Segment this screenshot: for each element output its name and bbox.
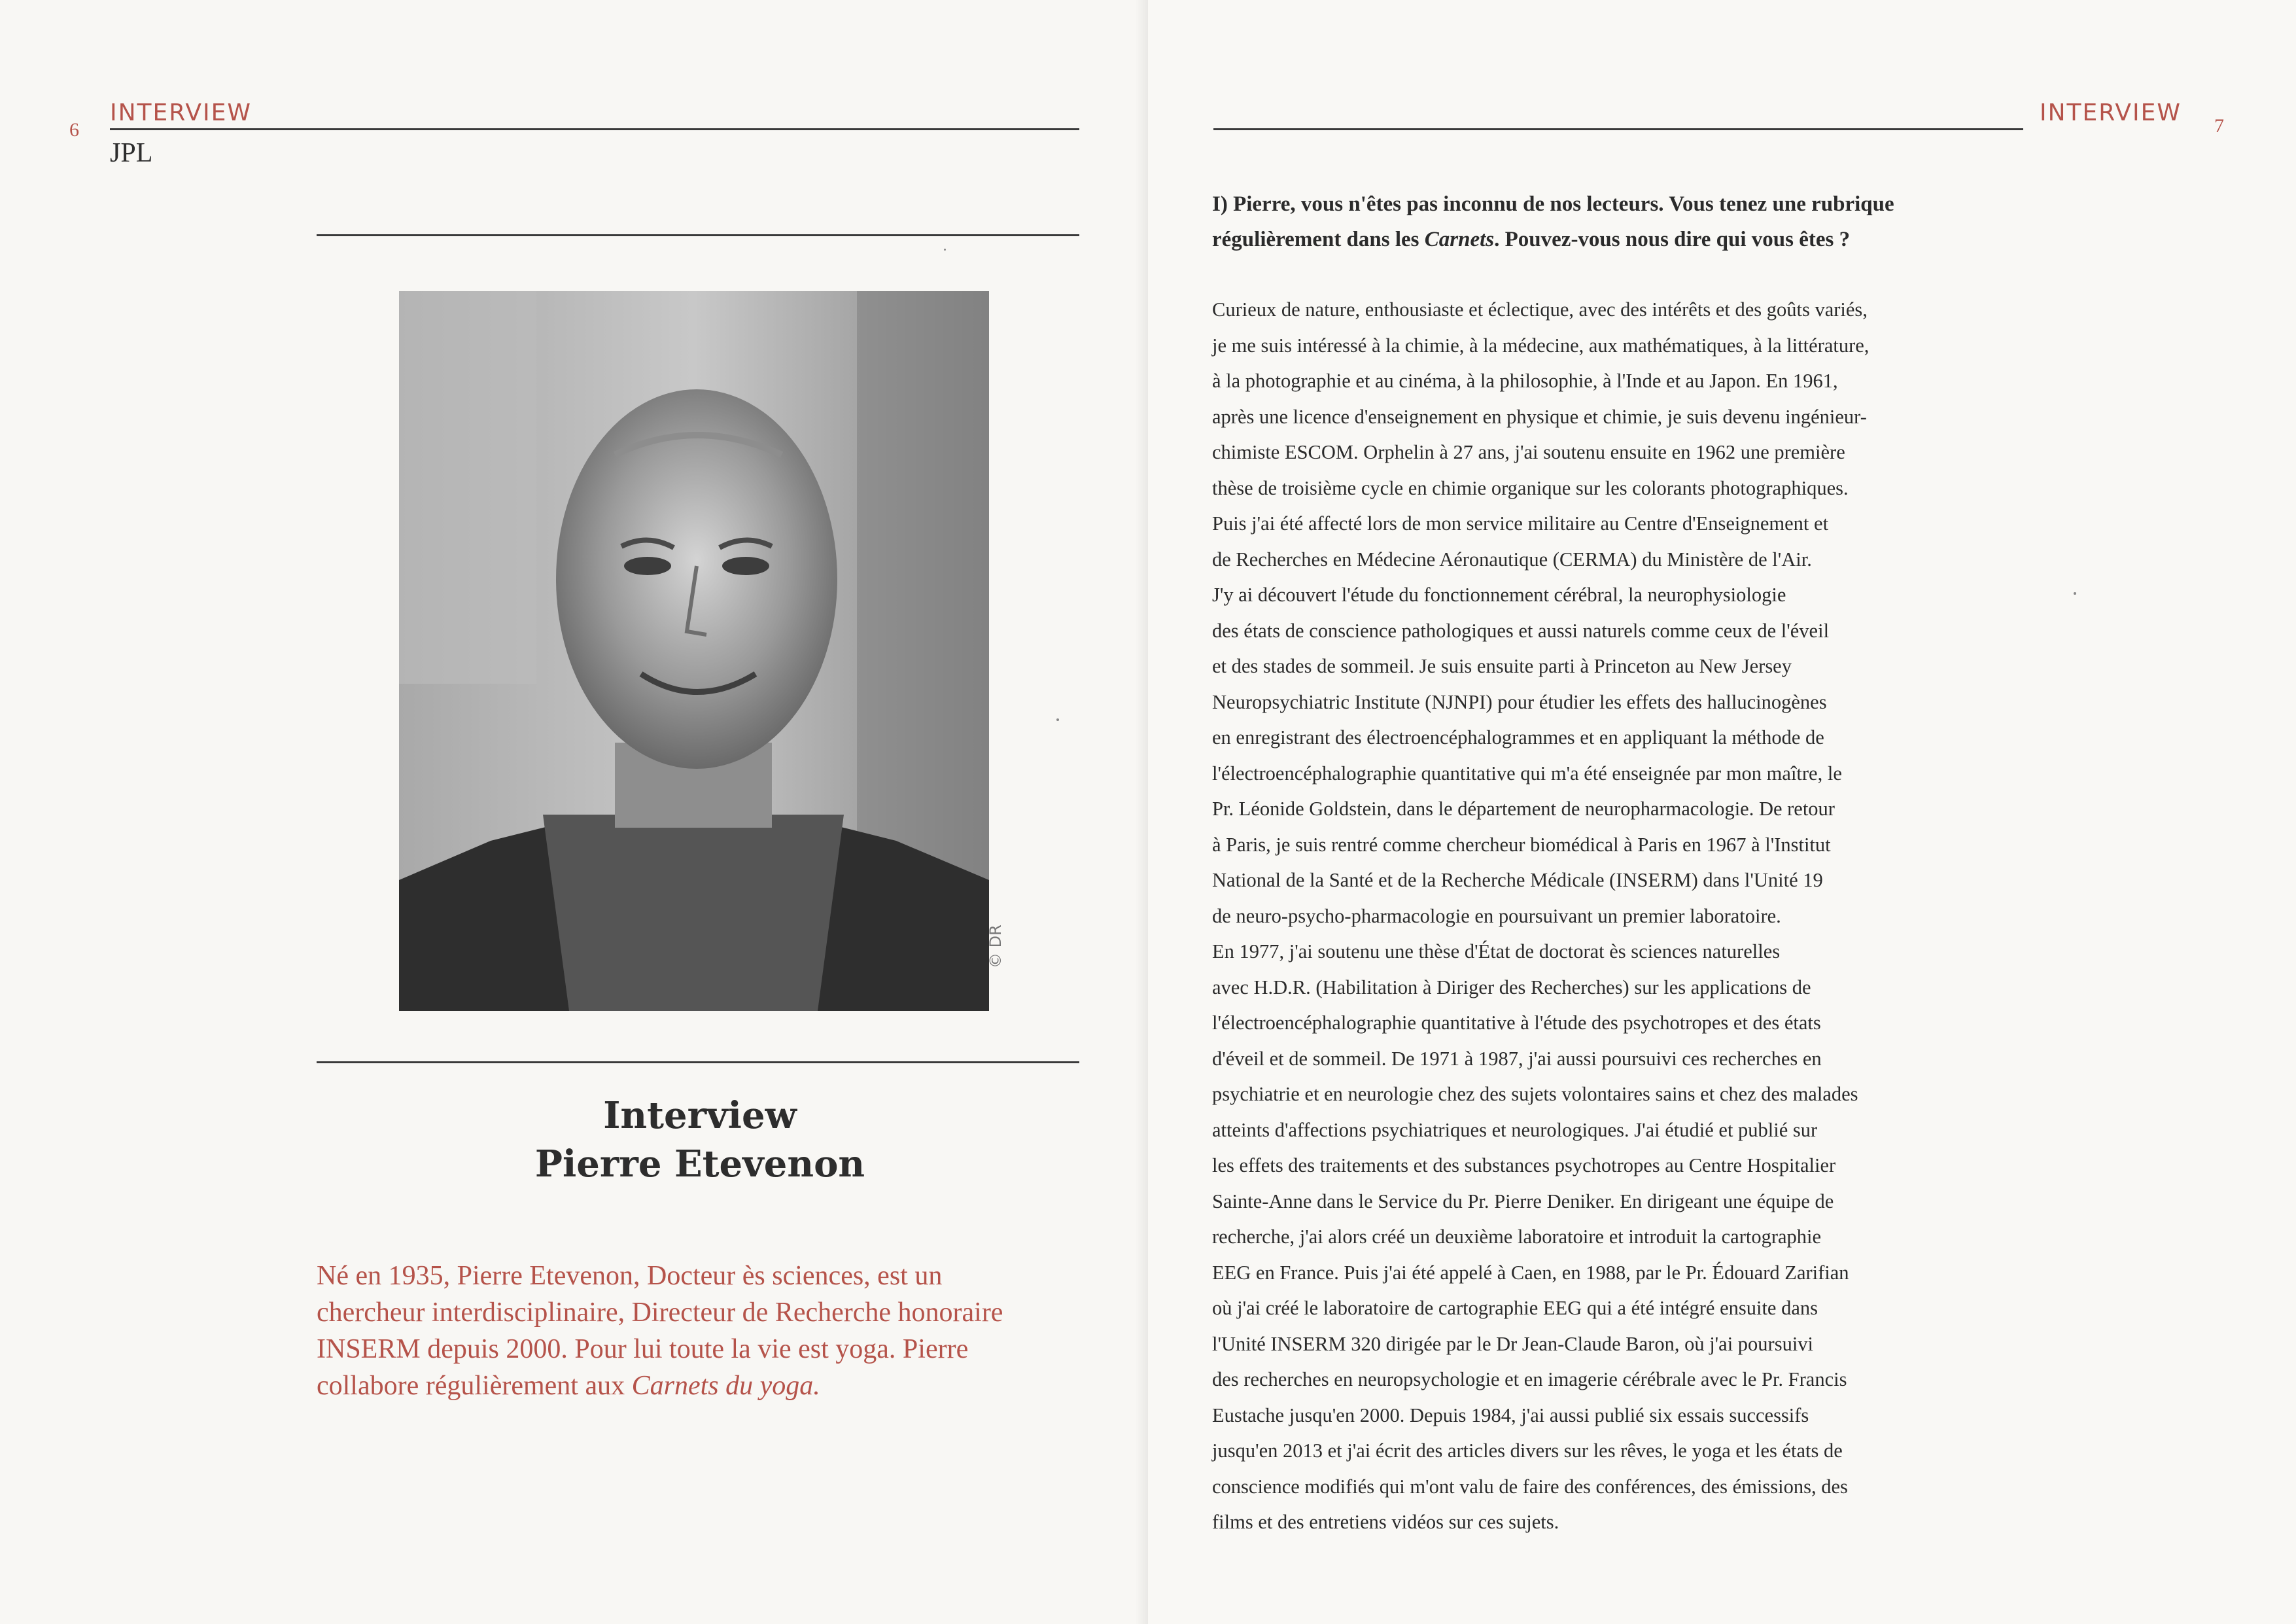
scan-speck [2074,592,2076,595]
answer-line: des recherches en neuropsychologie et en imagerie cérébrale avec le Pr. Francis [1212,1368,1847,1390]
photo-bottom-rule [317,1061,1079,1063]
answer-line: J'y ai découvert l'étude du fonctionnement cérébral, la neurophysiologie [1212,584,1786,606]
answer-line: à la photographie et au cinéma, à la philosophie, à l'Inde et au Japon. En 1961, [1212,370,1838,392]
question-line-1: I) Pierre, vous n'êtes pas inconnu de nos lecteurs. Vous tenez une rubrique [1212,192,1894,216]
answer-line: Puis j'ai été affecté lors de mon service militaire au Centre d'Enseignement et [1212,512,1829,535]
answer-line: de neuro-psycho-pharmacologie en poursuivant un premier laboratoire. [1212,904,1781,927]
intro-line: INSERM depuis 2000. Pour lui toute la vie est yoga. Pierre [317,1334,969,1364]
scan-speck [944,249,946,251]
answer-line: les effets des traitements et des substances psychotropes au Centre Hospitalier [1212,1154,1836,1176]
answer-line: psychiatrie et en neurologie chez des sujets volontaires sains et chez des malades [1212,1083,1858,1105]
page-number-left: 6 [69,119,79,141]
answer-line: et des stades de sommeil. Je suis ensuite parti à Princeton au New Jersey [1212,655,1792,677]
header-rule-left [110,128,1079,130]
answer-line: je me suis intéressé à la chimie, à la médecine, aux mathématiques, à la littérature, [1212,334,1870,357]
answer-line: Curieux de nature, enthousiaste et éclectique, avec des intérêts et des goûts variés, [1212,298,1868,321]
header-rule-right [1213,128,2023,130]
question-line-2 [1212,222,1957,257]
title-line-1: Interview [603,1094,797,1137]
answer-line: conscience modifiés qui m'ont valu de faire des conférences, des émissions, des [1212,1475,1848,1498]
page-number-right: 7 [2214,115,2224,137]
answer-line: avec H.D.R. (Habilitation à Diriger des Recherches) sur les applications de [1212,976,1811,998]
answer-line: recherche, j'ai alors créé un deuxième laboratoire et introduit la cartographie [1212,1226,1822,1248]
answer-line: En 1977, j'ai soutenu une thèse d'État de doctorat ès sciences naturelles [1212,940,1781,962]
answer-line: après une licence d'enseignement en physique et chimie, je suis devenu ingénieur- [1212,405,1867,428]
intro-line: chercheur interdisciplinaire, Directeur de Recherche honoraire [317,1297,1003,1328]
answer-line: d'éveil et de sommeil. De 1971 à 1987, j'ai aussi poursuivi ces recherches en [1212,1047,1822,1070]
answer-line: Eustache jusqu'en 2000. Depuis 1984, j'ai aussi publié six essais successifs [1212,1403,1809,1426]
answer-line: l'Unité INSERM 320 dirigée par le Dr Jean-Claude Baron, où j'ai poursuivi [1212,1332,1814,1355]
photo-top-rule [317,234,1079,236]
section-label-right: INTERVIEW [2040,99,2182,126]
answer-line: l'électroencéphalographie quantitative à l'étude des psychotropes et des états [1212,1012,1821,1034]
portrait-photo [399,291,989,1011]
question-text: . Pouvez-vous nous dire qui vous êtes ? [1494,228,1851,251]
answer-line: de Recherches en Médecine Aéronautique (CERMA) du Ministère de l'Air. [1212,548,1812,571]
magazine-name: Carnets [1424,228,1495,251]
answer-line: à Paris, je suis rentré comme chercheur biomédical à Paris en 1967 à l'Institut [1212,833,1831,856]
answer-line: l'électroencéphalographie quantitative qui m'a été enseignée par mon maître, le [1212,762,1842,785]
answer-line: en enregistrant des électroencéphalogrammes et en appliquant la méthode de [1212,726,1824,749]
answer-line: chimiste ESCOM. Orphelin à 27 ans, j'ai soutenu ensuite en 1962 une première [1212,441,1845,463]
answer-line: National de la Santé et de la Recherche Médicale (INSERM) dans l'Unité 19 [1212,869,1823,891]
intro-paragraph [317,1258,1079,1404]
interview-question [1212,186,1957,257]
answer-line: où j'ai créé le laboratoire de cartographie EEG qui a été intégré ensuite dans [1212,1297,1818,1319]
answer-line: Sainte-Anne dans le Service du Pr. Pierre Deniker. En dirigeant une équipe de [1212,1190,1834,1212]
intro-line: Né en 1935, Pierre Etevenon, Docteur ès sciences, est un [317,1261,943,1291]
answer-line: EEG en France. Puis j'ai été appelé à Caen, en 1988, par le Pr. Édouard Zarifian [1212,1261,1849,1284]
scan-speck [1056,718,1059,721]
answer-line: Neuropsychiatric Institute (NJNPI) pour étudier les effets des hallucinogènes [1212,690,1827,713]
interview-answer [1212,292,1957,1540]
answer-line: thèse de troisième cycle en chimie organique sur les colorants photographiques. [1212,476,1849,499]
answer-line: films et des entretiens vidéos sur ces sujets. [1212,1511,1559,1533]
answer-line: des états de conscience pathologiques et aussi naturels comme ceux de l'éveil [1212,619,1830,642]
photo-credit: © DR [986,925,1005,968]
portrait-illustration [399,291,989,1011]
intro-line-last [317,1368,1079,1404]
answer-line: atteints d'affections psychiatriques et neurologiques. J'ai étudié et publié sur [1212,1118,1818,1141]
answer-line: jusqu'en 2013 et j'ai écrit des articles divers sur les rêves, le yoga et les états de [1212,1439,1843,1462]
title-line-2: Pierre Etevenon [534,1142,865,1186]
section-label-left: INTERVIEW [110,99,252,126]
question-text: régulièrement dans les [1212,228,1425,251]
answer-line: Pr. Léonide Goldstein, dans le département de neuropharmacologie. De retour [1212,798,1835,820]
magazine-name: Carnets du yoga. [631,1371,820,1401]
intro-last-text: collabore régulièrement aux [317,1371,632,1401]
author-initials: JPL [110,138,153,168]
